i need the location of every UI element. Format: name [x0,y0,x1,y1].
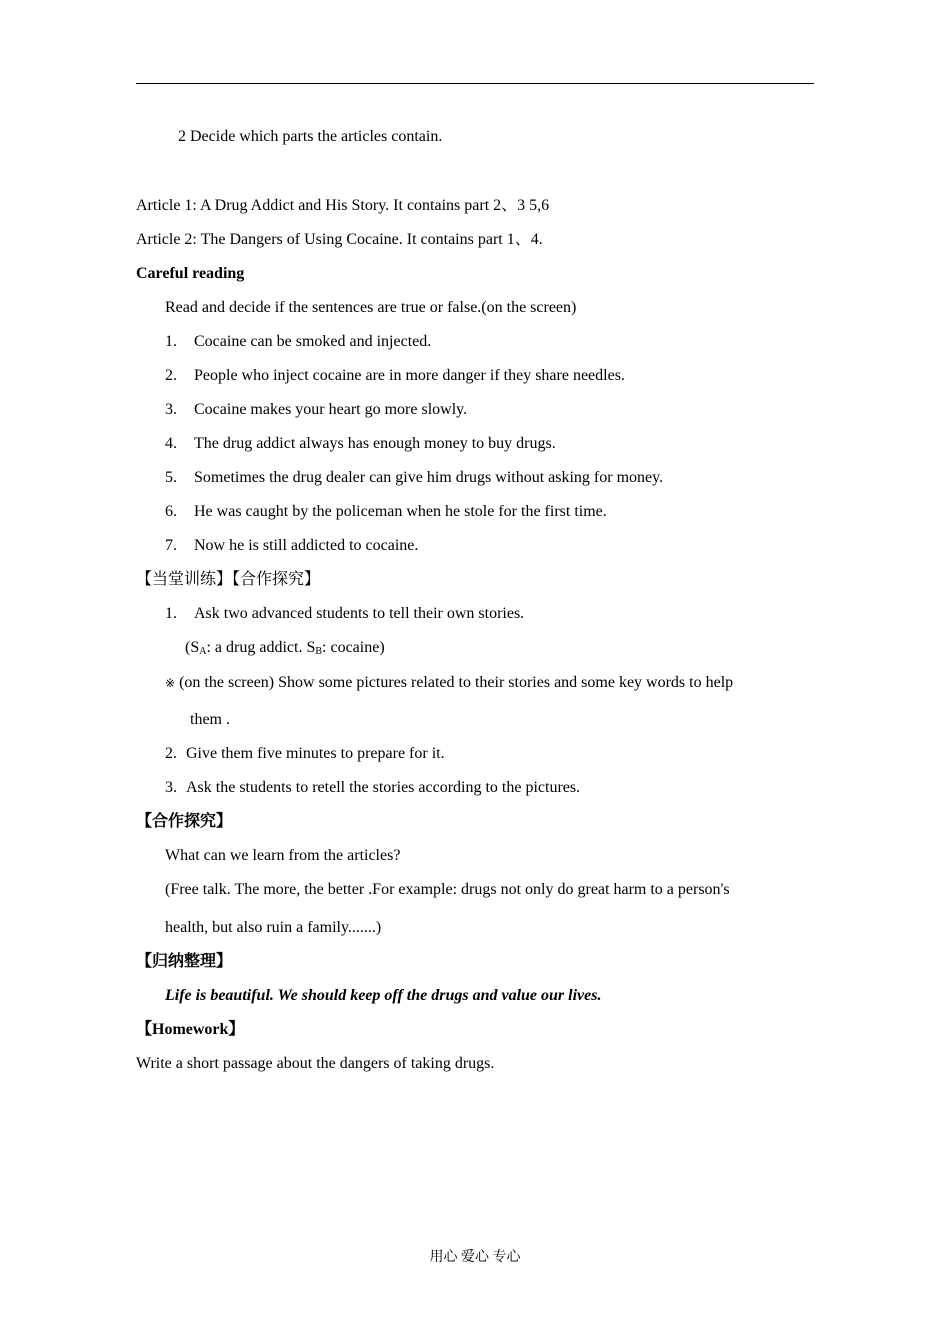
reference-mark-icon: ※ [165,676,176,690]
careful-reading-heading: Careful reading [136,265,245,282]
statement-text: He was caught by the policeman when he stole for the first time. [194,503,607,520]
statement-number: 7. [165,537,177,554]
free-talk-line-1: (Free talk. The more, the better .For example: drugs not only do great harm to a person's [165,881,730,898]
screen-note-continued: them . [190,711,230,728]
statement-text: Cocaine makes your heart go more slowly. [194,401,468,418]
roles-close: : cocaine) [322,639,385,656]
statement-number: 5. [165,469,177,486]
roles-subscript-a: A [199,646,207,657]
statement-number: 4. [165,435,177,452]
statement-text: Cocaine can be smoked and injected. [194,333,432,350]
step-number: 2. [165,745,177,762]
header-rule [136,83,814,84]
statement-item [165,536,418,556]
step-number: 1. [165,605,177,622]
roles-open: (S [185,639,200,656]
homework-text: Write a short passage about the dangers of taking drugs. [136,1055,495,1072]
statement-text: People who inject cocaine are in more danger if they share needles. [194,367,625,384]
summary-text: Life is beautiful. We should keep off the drugs and value our lives. [165,987,602,1004]
free-talk-line-2: health, but also ruin a family.......) [165,919,382,936]
student-roles [185,638,385,662]
homework-heading: 【Homework】 [136,1021,245,1038]
practice-step-2 [165,744,445,764]
page-footer: 用心 爱心 专心 [429,1250,521,1265]
step-text: Ask the students to retell the stories according to the pictures. [186,779,581,796]
statement-item [165,502,607,522]
discussion-question: What can we learn from the articles? [165,847,401,864]
practice-step-1 [165,604,524,624]
statement-item [165,332,431,352]
article-2-parts: Article 2: The Dangers of Using Cocaine. It contains part 1、4. [136,231,543,248]
step-text: Give them five minutes to prepare for it. [186,745,445,762]
statement-item [165,468,663,488]
statement-item [165,400,467,420]
screen-note-text: (on the screen) Show some pictures related to their stories and some key words to help [175,674,734,691]
careful-reading-instruction: Read and decide if the sentences are true or false.(on the screen) [165,299,577,316]
screen-note [165,673,733,693]
summary-heading: 【归纳整理】 [136,953,233,970]
roles-mid: : a drug addict. S [206,639,316,656]
cooperation-heading: 【合作探究】 [136,813,233,830]
step-number: 3. [165,779,177,796]
article-1-parts: Article 1: A Drug Addict and His Story. It contains part 2、3 5,6 [136,197,550,214]
practice-heading: 【当堂训练】【合作探究】 [136,571,321,588]
statement-text: The drug addict always has enough money to buy drugs. [194,435,556,452]
statement-text: Now he is still addicted to cocaine. [194,537,419,554]
practice-step-3 [165,778,580,798]
statement-number: 3. [165,401,177,418]
step-text: Ask two advanced students to tell their own stories. [194,605,525,622]
statement-item [165,434,556,454]
statement-number: 2. [165,367,177,384]
roles-subscript-b: B [315,646,323,657]
statement-item [165,366,625,386]
statement-text: Sometimes the drug dealer can give him drugs without asking for money. [194,469,664,486]
statement-number: 6. [165,503,177,520]
task-2-instruction: 2 Decide which parts the articles contain. [178,128,443,145]
statement-number: 1. [165,333,177,350]
